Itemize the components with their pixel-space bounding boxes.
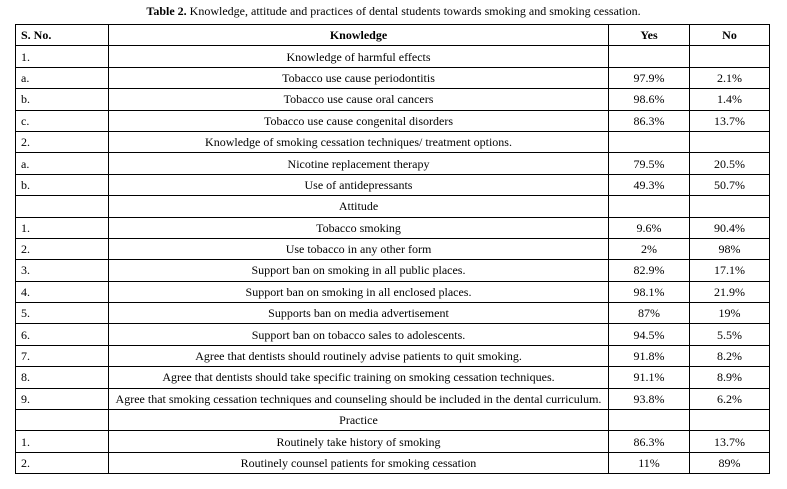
sno-cell: 7.: [16, 345, 109, 366]
sno-cell: 6.: [16, 324, 109, 345]
no-cell: 50.7%: [690, 174, 770, 195]
knowledge-cell: Agree that smoking cessation techniques and counseling should be included in the dental curriculum.: [109, 388, 609, 409]
no-cell: 8.2%: [690, 345, 770, 366]
yes-cell: 9.6%: [609, 217, 690, 238]
sno-cell: 1.: [16, 217, 109, 238]
knowledge-cell: Supports ban on media advertisement: [109, 303, 609, 324]
yes-cell: [609, 46, 690, 67]
no-cell: 2.1%: [690, 67, 770, 88]
knowledge-cell: Tobacco use cause congenital disorders: [109, 110, 609, 131]
sno-cell: a.: [16, 67, 109, 88]
no-cell: 5.5%: [690, 324, 770, 345]
table-row: [16, 367, 770, 388]
yes-cell: 98.1%: [609, 281, 690, 302]
knowledge-cell: Use of antidepressants: [109, 174, 609, 195]
header-sno: S. No.: [16, 25, 109, 46]
knowledge-cell: Nicotine replacement therapy: [109, 153, 609, 174]
yes-cell: 91.8%: [609, 345, 690, 366]
sno-cell: 5.: [16, 303, 109, 324]
knowledge-cell: Support ban on tobacco sales to adolescents.: [109, 324, 609, 345]
section-sno-cell: [16, 410, 109, 431]
table-row: [16, 260, 770, 281]
yes-cell: 79.5%: [609, 153, 690, 174]
sno-cell: 8.: [16, 367, 109, 388]
section-no-cell: [690, 410, 770, 431]
table-row: [16, 110, 770, 131]
sno-cell: 3.: [16, 260, 109, 281]
sno-cell: a.: [16, 153, 109, 174]
header-knowledge: Knowledge: [109, 25, 609, 46]
no-cell: 13.7%: [690, 110, 770, 131]
no-cell: 17.1%: [690, 260, 770, 281]
no-cell: [690, 131, 770, 152]
table-caption-label: Table 2.: [146, 4, 187, 18]
sno-cell: 4.: [16, 281, 109, 302]
sno-cell: 2.: [16, 131, 109, 152]
section-row: [16, 196, 770, 217]
knowledge-cell: Knowledge of smoking cessation techniques/ treatment options.: [109, 131, 609, 152]
table-row: [16, 131, 770, 152]
yes-cell: 98.6%: [609, 89, 690, 110]
table-caption-text: Knowledge, attitude and practices of dental students towards smoking and smoking cessation.: [189, 4, 641, 18]
table-row: [16, 46, 770, 67]
header-yes: Yes: [609, 25, 690, 46]
yes-cell: 93.8%: [609, 388, 690, 409]
no-cell: 89%: [690, 452, 770, 473]
no-cell: 1.4%: [690, 89, 770, 110]
knowledge-cell: Agree that dentists should take specific training on smoking cessation techniques.: [109, 367, 609, 388]
no-cell: 90.4%: [690, 217, 770, 238]
table-row: [16, 324, 770, 345]
yes-cell: 86.3%: [609, 431, 690, 452]
sno-cell: 9.: [16, 388, 109, 409]
sno-cell: 2.: [16, 452, 109, 473]
knowledge-cell: Support ban on smoking in all enclosed places.: [109, 281, 609, 302]
knowledge-cell: Routinely counsel patients for smoking cessation: [109, 452, 609, 473]
section-sno-cell: [16, 196, 109, 217]
knowledge-cell: Support ban on smoking in all public places.: [109, 260, 609, 281]
table-row: [16, 388, 770, 409]
sno-cell: c.: [16, 110, 109, 131]
knowledge-cell: Tobacco use cause periodontitis: [109, 67, 609, 88]
section-row: [16, 410, 770, 431]
yes-cell: 97.9%: [609, 67, 690, 88]
no-cell: 21.9%: [690, 281, 770, 302]
table-row: [16, 89, 770, 110]
no-cell: [690, 46, 770, 67]
table-row: [16, 238, 770, 259]
no-cell: 98%: [690, 238, 770, 259]
yes-cell: 86.3%: [609, 110, 690, 131]
sno-cell: b.: [16, 174, 109, 195]
section-heading: Attitude: [109, 196, 609, 217]
no-cell: 20.5%: [690, 153, 770, 174]
table-body: [16, 46, 770, 474]
table-row: [16, 217, 770, 238]
knowledge-cell: Use tobacco in any other form: [109, 238, 609, 259]
knowledge-cell: Routinely take history of smoking: [109, 431, 609, 452]
yes-cell: [609, 131, 690, 152]
yes-cell: 2%: [609, 238, 690, 259]
no-cell: 19%: [690, 303, 770, 324]
knowledge-cell: Agree that dentists should routinely advise patients to quit smoking.: [109, 345, 609, 366]
yes-cell: 11%: [609, 452, 690, 473]
sno-cell: b.: [16, 89, 109, 110]
table-row: [16, 67, 770, 88]
table-row: [16, 345, 770, 366]
table-caption: [0, 4, 787, 18]
yes-cell: 94.5%: [609, 324, 690, 345]
no-cell: 13.7%: [690, 431, 770, 452]
no-cell: 8.9%: [690, 367, 770, 388]
knowledge-cell: Knowledge of harmful effects: [109, 46, 609, 67]
sno-cell: 1.: [16, 431, 109, 452]
table-row: [16, 452, 770, 473]
sno-cell: 2.: [16, 238, 109, 259]
table-row: [16, 431, 770, 452]
yes-cell: 87%: [609, 303, 690, 324]
kap-table: [15, 24, 770, 474]
section-yes-cell: [609, 410, 690, 431]
yes-cell: 91.1%: [609, 367, 690, 388]
table-row: [16, 281, 770, 302]
yes-cell: 82.9%: [609, 260, 690, 281]
knowledge-cell: Tobacco smoking: [109, 217, 609, 238]
section-no-cell: [690, 196, 770, 217]
table-row: [16, 174, 770, 195]
section-yes-cell: [609, 196, 690, 217]
section-heading: Practice: [109, 410, 609, 431]
header-no: No: [690, 25, 770, 46]
table-row: [16, 153, 770, 174]
table-row: [16, 303, 770, 324]
table-header-row: [16, 25, 770, 46]
knowledge-cell: Tobacco use cause oral cancers: [109, 89, 609, 110]
no-cell: 6.2%: [690, 388, 770, 409]
yes-cell: 49.3%: [609, 174, 690, 195]
sno-cell: 1.: [16, 46, 109, 67]
